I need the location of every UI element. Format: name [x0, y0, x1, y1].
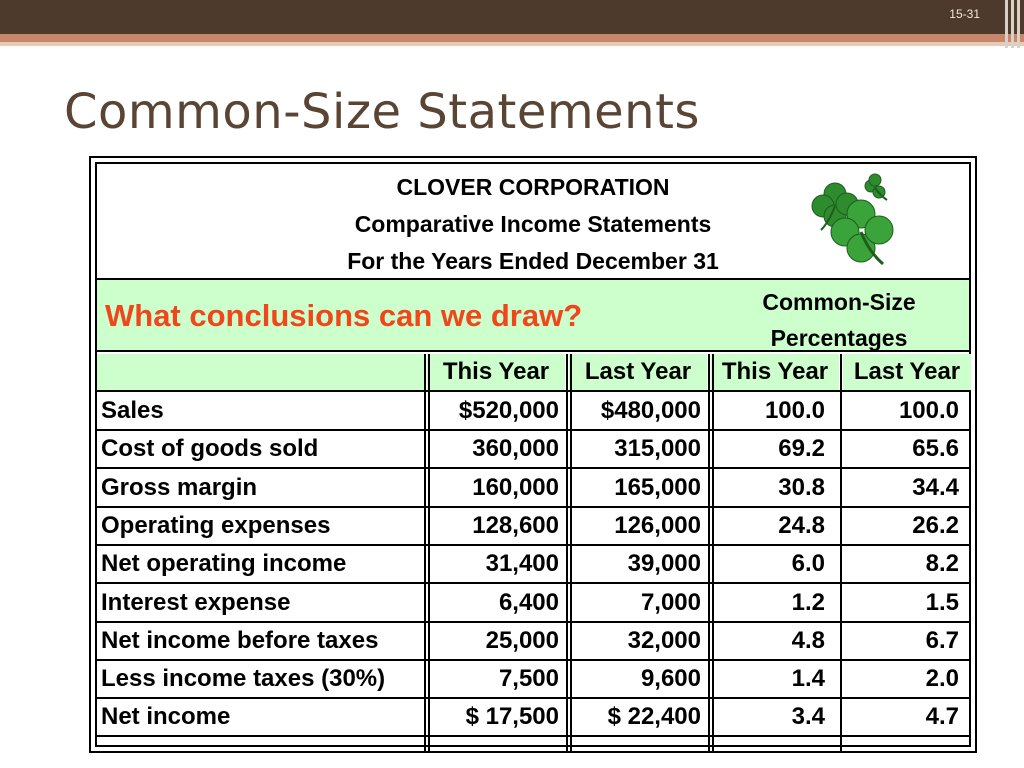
slide-accent-band [0, 34, 1024, 42]
column-header-pct-this-year: This Year [711, 354, 839, 390]
table-row [97, 662, 969, 700]
row-label: Gross margin [101, 473, 258, 501]
amount-this-year: $520,000 [458, 397, 559, 424]
amount-this-year: 25,000 [485, 626, 559, 654]
percent-this-year: 100.0 [764, 397, 825, 424]
percent-last-year: 1.5 [925, 588, 959, 616]
column-divider [570, 354, 572, 751]
column-divider [424, 354, 426, 751]
table-rule [97, 506, 969, 508]
percent-last-year: 100.0 [898, 397, 959, 424]
percent-this-year: 30.8 [778, 473, 825, 501]
column-header-blank [97, 354, 424, 390]
column-divider [712, 354, 714, 751]
percent-this-year: 1.4 [791, 665, 825, 693]
company-name: CLOVER CORPORATION [396, 174, 670, 200]
percent-last-year: 8.2 [925, 550, 959, 578]
table-rule [97, 659, 969, 661]
row-label: Interest expense [101, 588, 291, 616]
column-divider [566, 354, 568, 751]
table-row [97, 547, 969, 585]
discussion-question: What conclusions can we draw? [105, 298, 583, 333]
amount-this-year: 360,000 [472, 435, 559, 463]
table-rule [97, 429, 969, 431]
column-divider [840, 354, 842, 751]
amount-this-year: 6,400 [498, 588, 559, 616]
amount-last-year: 165,000 [614, 473, 701, 501]
table-row [97, 509, 969, 547]
amount-last-year: 9,600 [640, 665, 701, 693]
percent-this-year: 4.8 [791, 626, 825, 654]
table-row [97, 624, 969, 662]
amount-this-year: $ 17,500 [465, 703, 559, 731]
table-rule [97, 735, 969, 737]
table-rule [97, 582, 969, 584]
column-header-pct-last-year: Last Year [843, 354, 971, 390]
column-divider [428, 354, 430, 751]
row-label: Cost of goods sold [101, 435, 319, 463]
table-row [97, 432, 969, 470]
table-rule [97, 390, 969, 392]
table-rule [97, 467, 969, 469]
percent-this-year: 69.2 [778, 435, 825, 463]
row-label: Sales [101, 397, 164, 424]
amount-last-year: 315,000 [614, 435, 701, 463]
row-label: Less income taxes (30%) [101, 665, 386, 693]
column-header-this-year: This Year [427, 354, 565, 390]
percent-this-year: 3.4 [791, 703, 825, 731]
statement-period: For the Years Ended December 31 [347, 248, 719, 274]
row-label: Net income [101, 703, 231, 731]
amount-last-year: 7,000 [640, 588, 701, 616]
row-label: Net income before taxes [101, 626, 379, 654]
percent-last-year: 34.4 [912, 473, 959, 501]
amount-last-year: 39,000 [627, 550, 701, 578]
table-rule [97, 697, 969, 699]
decorative-vertical-lines [990, 0, 1024, 48]
row-label: Operating expenses [101, 511, 331, 539]
slide-title: Common-Size Statements [64, 84, 700, 140]
percent-last-year: 4.7 [925, 703, 959, 731]
table-row [97, 586, 969, 624]
table-rule [97, 544, 969, 546]
table-row [97, 471, 969, 509]
percent-last-year: 65.6 [912, 435, 959, 463]
slide-number: 15-31 [949, 7, 980, 21]
common-size-heading-line1: Common-Size [762, 289, 916, 315]
question-band [97, 278, 969, 352]
column-header-row [97, 354, 969, 390]
percent-this-year: 6.0 [791, 550, 825, 578]
amount-last-year: $480,000 [600, 397, 701, 424]
table-row [97, 394, 969, 432]
table-rule [97, 621, 969, 623]
amount-last-year: $ 22,400 [607, 703, 701, 731]
percent-last-year: 6.7 [925, 626, 959, 654]
percent-this-year: 1.2 [791, 588, 825, 616]
amount-last-year: 126,000 [614, 511, 701, 539]
column-divider [708, 354, 710, 751]
amount-this-year: 128,600 [472, 511, 559, 539]
shamrock-clover-icon [799, 170, 919, 270]
slide-accent-band-light [0, 42, 1024, 46]
table-inner-border [95, 162, 971, 747]
column-header-last-year: Last Year [569, 354, 707, 390]
common-size-heading-line2: Percentages [770, 325, 908, 351]
row-label: Net operating income [101, 550, 347, 578]
amount-this-year: 160,000 [472, 473, 559, 501]
amount-this-year: 31,400 [485, 550, 559, 578]
percent-last-year: 2.0 [925, 665, 959, 693]
table-row [97, 700, 969, 738]
common-size-heading [739, 284, 939, 356]
income-statement-table [89, 156, 977, 753]
amount-last-year: 32,000 [627, 626, 701, 654]
statement-name: Comparative Income Statements [354, 211, 712, 237]
percent-this-year: 24.8 [778, 511, 825, 539]
percent-last-year: 26.2 [912, 511, 959, 539]
slide-top-bar [0, 0, 1024, 34]
amount-this-year: 7,500 [498, 665, 559, 693]
